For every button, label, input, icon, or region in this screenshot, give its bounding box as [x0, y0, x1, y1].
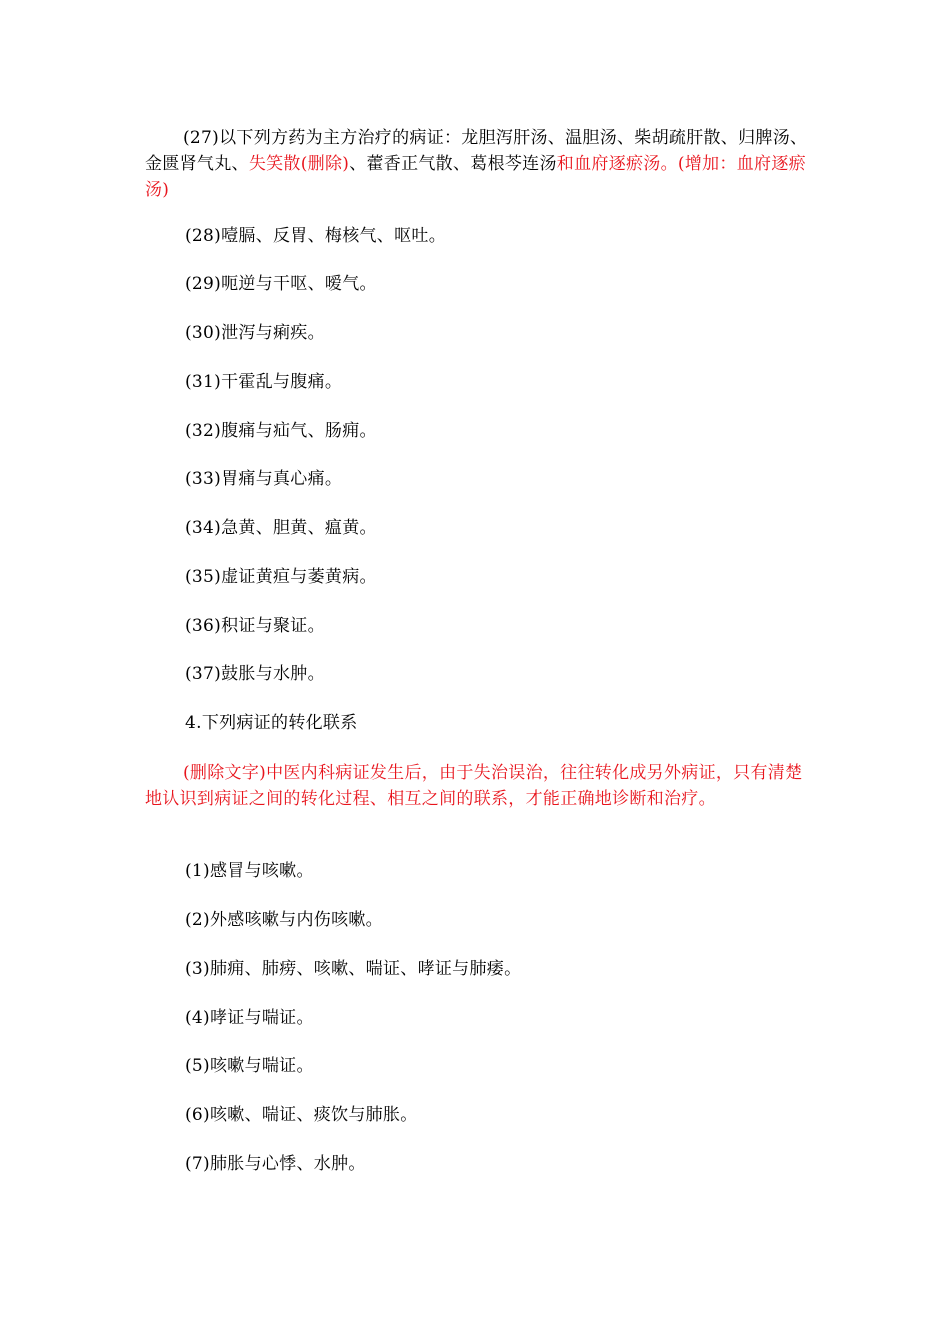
list-item-34: (34)急黄、胆黄、瘟黄。	[185, 518, 377, 538]
list-item-31: (31)干霍乱与腹痛。	[185, 372, 343, 392]
list-item-32: (32)腹痛与疝气、肠痈。	[185, 421, 377, 441]
list-item-7: (7)肺胀与心悸、水肿。	[185, 1154, 366, 1174]
list-item-29: (29)呃逆与干呕、嗳气。	[185, 274, 377, 294]
item-27-text-cont: 、藿香正气散、葛根芩连汤	[349, 154, 557, 174]
list-item-2: (2)外感咳嗽与内伤咳嗽。	[185, 910, 383, 930]
list-item-36: (36)积证与聚证。	[185, 616, 325, 636]
list-item-35: (35)虚证黄疸与萎黄病。	[185, 567, 377, 587]
list-item-5: (5)咳嗽与喘证。	[185, 1056, 314, 1076]
item-27-added-note: 和血府逐瘀汤。(增加：血府逐瘀汤)	[145, 154, 806, 200]
item-27-text: (27)以下列方药为主方治疗的病证：龙胆泻肝汤、温胆汤、柴胡疏肝散、归脾汤、金匮肾气丸、	[145, 128, 808, 174]
list-item-4: (4)哮证与喘证。	[185, 1008, 314, 1028]
list-item-37: (37)鼓胀与水肿。	[185, 664, 325, 684]
list-item-3: (3)肺痈、肺痨、咳嗽、喘证、哮证与肺痿。	[185, 959, 522, 979]
list-item-1: (1)感冒与咳嗽。	[185, 861, 314, 881]
list-item-33: (33)胃痛与真心痛。	[185, 469, 343, 489]
section-heading-4: 4.下列病证的转化联系	[185, 713, 358, 733]
paragraph-item-27	[145, 125, 815, 203]
list-item-30: (30)泄泻与痢疾。	[185, 323, 325, 343]
list-item-6: (6)咳嗽、喘证、痰饮与肺胀。	[185, 1105, 418, 1125]
list-item-28: (28)噎膈、反胃、梅核气、呕吐。	[185, 226, 446, 246]
section-4-intro: (删除文字)中医内科病证发生后，由于失治误治，往往转化成另外病证，只有清楚地认识到病证之间的转化过程、相互之间的联系，才能正确地诊断和治疗。	[145, 763, 803, 809]
item-27-deleted-note: 失笑散(删除)	[248, 154, 350, 174]
